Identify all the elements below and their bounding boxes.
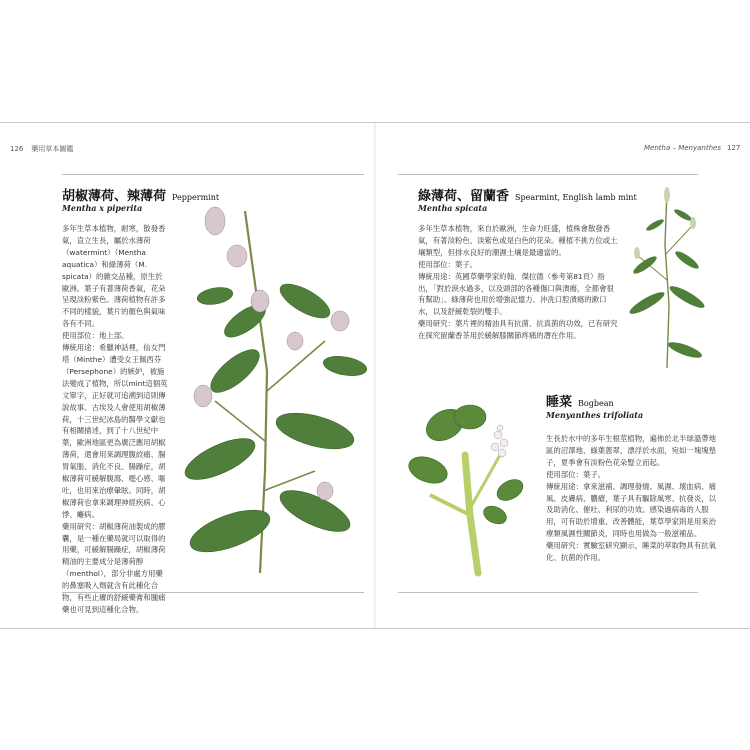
- bogbean-latin: Menyanthes trifoliata: [546, 410, 644, 420]
- bogbean-paragraph: 生長於水中的多年生根莖植物，遍佈於北半球溫帶地區的沼澤地、綠葉蔥翠，漂浮於水面，宛如一塊塊墊子，夏季會有淡粉色花朵豎立而起。: [546, 434, 716, 467]
- left-running-head: [10, 144, 73, 154]
- spearmint-paragraph: 使用部位：葉子。: [418, 259, 478, 269]
- bogbean-paragraph: 使用部位：葉子。: [546, 469, 606, 479]
- right-bottom-rule: [398, 592, 698, 593]
- peppermint-latin: Mentha x piperita: [62, 203, 143, 213]
- left-bottom-rule: [62, 592, 364, 593]
- right-running-head: [644, 144, 740, 152]
- bogbean-paragraph: 藥用研究：實驗室研究顯示，睡菜的萃取物具有抗氧化、抗菌的作用。: [546, 541, 716, 563]
- peppermint-body: [62, 223, 169, 616]
- bogbean-title: [546, 391, 614, 410]
- peppermint-illustration: [175, 191, 375, 581]
- book-spread: [0, 122, 750, 629]
- spearmint-paragraph: 藥用研究：葉片裡的精油具有抗菌、抗真菌的功效，已有研究在探究留蘭香茶用於緩解膝關節疼痛的潛在作用。: [418, 319, 618, 341]
- spearmint-paragraph: 傳統用途：英國草藥學家約翰．傑拉德（參考第81頁）指出，「對於淚水過多，以及頭部的各種傷口與潰瘍，全都會很有幫助」。綠薄荷也用於增強記憶力、沖洗口腔潰瘍的漱口水，以及舒緩乾裂的雙手。: [418, 271, 614, 317]
- peppermint-paragraph: 傳統用途：希臘神話裡，仙女門塔（Minthe）遭受女王佩西芬（Persephone）的嫉妒，被施法變成了植物，所以mint這個英文單字，正好就可追溯到這則傳說故事。古埃及人會使用胡椒薄荷，十三世紀冰島的醫學文獻也有相關描述，到了十八世紀中葉，歐洲地區更為廣泛應用胡椒薄荷，還會用來調理腹絞痛、腸胃氣脹、消化不良、腸躁症，胡椒薄荷可緩解腹瀉、噁心感、嘔吐，也用來治療暈眩。同時，胡椒薄荷也拿來調理神經疾病、心悸、癱病。: [62, 343, 168, 519]
- left-page-number: 126: [10, 145, 24, 153]
- bogbean-paragraph: 傳統用途：拿來滋補、調理發燒、風濕、壞血病、痛風、皮膚病、膿瘡，葉子具有驅除風寒、抗發炎，以及助消化、催吐、利尿的功效。感染過病毒的人服用，可有助於增重、改善體能，葉草學家則是用來治療類風濕性關節炎，同時也用做為一般滋補品。: [546, 481, 716, 539]
- peppermint-paragraph: 使用部位：地上部。: [62, 331, 129, 341]
- peppermint-title-en: Peppermint: [172, 193, 220, 202]
- peppermint-title-cn: 胡椒薄荷、辣薄荷: [62, 189, 167, 204]
- right-page-number: 127: [727, 144, 741, 152]
- left-top-rule: [62, 174, 364, 175]
- bogbean-illustration: [400, 395, 540, 580]
- spearmint-illustration: [625, 185, 705, 370]
- right-head-title: Mentha – Menyanthes: [644, 144, 721, 152]
- spearmint-paragraph: 多年生草本植物，來自於歐洲，生命力旺盛，植株會散發香氣，有著淡粉色、淡紫色或是白色的花朵。種植不挑方位或土壤類型，但排水良好的潮濕土壤是最適當的。: [418, 224, 618, 257]
- spearmint-title: [418, 185, 637, 204]
- bogbean-title-en: Bogbean: [578, 399, 614, 408]
- bogbean-title-cn: 睡菜: [546, 395, 573, 410]
- right-top-rule: [398, 174, 698, 175]
- left-head-title: 藥用草本圖鑑: [31, 145, 74, 153]
- spearmint-body: [418, 223, 618, 342]
- peppermint-paragraph: 藥用研究：胡椒薄荷油製成的膠囊，是一種在藥局就可以取得的用藥，可緩解腸躁症，胡椒薄荷精油的主要成分是薄荷醇（menthol），部分非處方用藥的鼻塞吸入劑就含有此種化合物，有些止癢的舒緩藥膏和腫痛藥也可見到這種化合物。: [62, 521, 166, 614]
- spearmint-title-en: Spearmint, English lamb mint: [515, 193, 637, 202]
- spearmint-latin: Mentha spicata: [418, 203, 488, 213]
- peppermint-paragraph: 多年生草本植物，耐寒，散發香氣，直立生長，屬於水薄荷（watermint）（Mentha aquatica）和綠薄荷（M. spicata）的雜交品種，原生於歐洲。葉子有著薄荷香氣，花朵呈現淡粉紫色。薄荷植物有許多不同的樣貌，葉片的顏色與氣味各有不同。: [62, 224, 166, 329]
- bogbean-body: [546, 433, 721, 564]
- spearmint-title-cn: 綠薄荷、留蘭香: [418, 189, 510, 204]
